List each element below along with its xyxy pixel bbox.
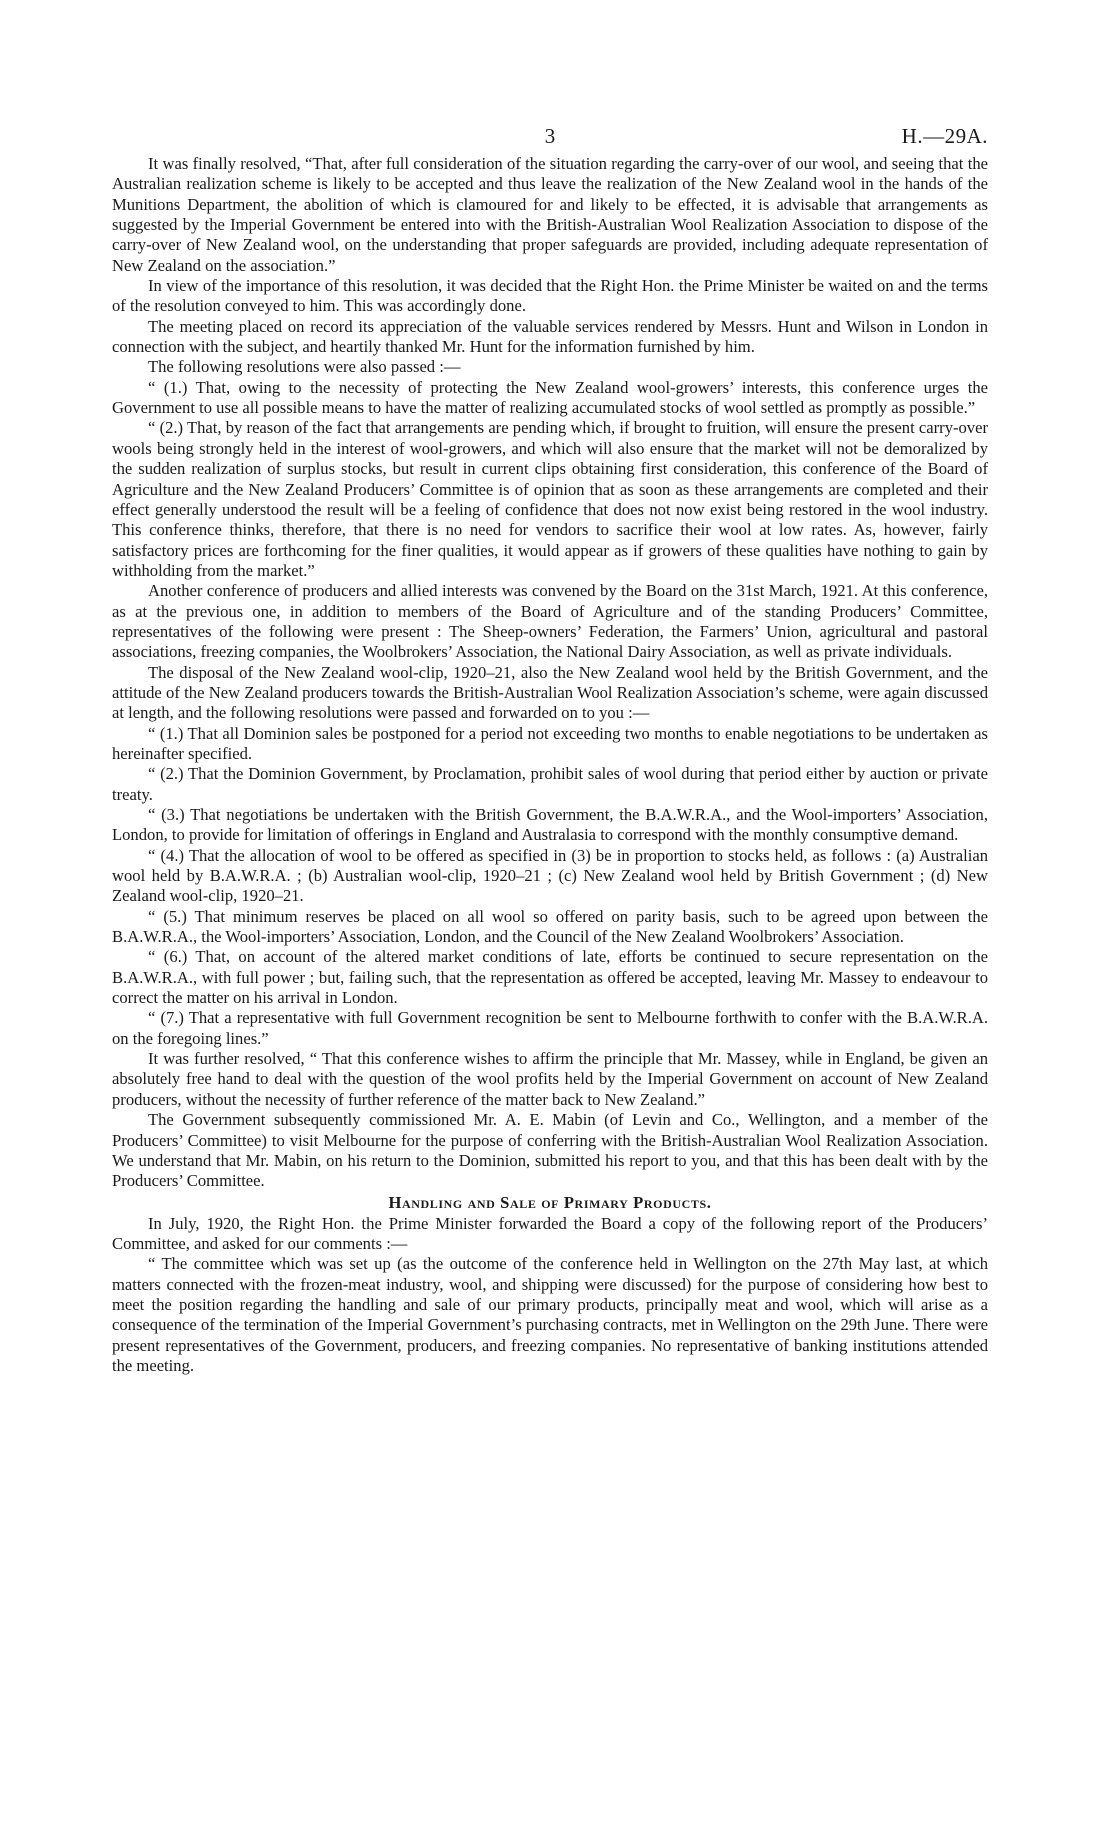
document-reference: H.—29A.	[901, 124, 988, 148]
resolution-paragraph: “ (2.) That the Dominion Government, by Proclamation, prohibit sales of wool during that period either by auction or private treaty.	[112, 764, 988, 804]
paragraph: It was further resolved, “ That this conference wishes to affirm the principle that Mr. Massey, while in England, be given an absolutely free hand to deal with the question of the wool profits held by the Imperial Government on account of New Zealand producers, without the necessity of further reference of the matter back to New Zealand.”	[112, 1049, 988, 1109]
paragraph: It was finally resolved, “That, after full consideration of the situation regarding the carry-over of our wool, and seeing that the Australian realization scheme is likely to be accepted and thus leave the realization of the New Zealand wool in the hands of the Munitions Department, the abolition of which is clamoured for and likely to be effected, it is advisable that arrangements as suggested by the Imperial Government be entered into with the British-Australian Wool Realization Association to dispose of the carry-over of New Zealand wool, on the understanding that proper safeguards are provided, including adequate representation of New Zealand on the association.”	[112, 154, 988, 275]
paragraph: In view of the importance of this resolution, it was decided that the Right Hon. the Prime Minister be waited on and the terms of the resolution conveyed to him. This was accordingly done.	[112, 276, 988, 316]
document-body	[112, 154, 988, 1376]
resolution-paragraph: “ (3.) That negotiations be undertaken with the British Government, the B.A.W.R.A., and the Wool-importers’ Association, London, to provide for limitation of offerings in England and Australasia to correspond with the monthly consumptive demand.	[112, 805, 988, 845]
paragraph: Another conference of producers and allied interests was convened by the Board on the 31st March, 1921. At this conference, as at the previous one, in addition to members of the Board of Agriculture and of the standing Producers’ Committee, representatives of the following were present : The Sheep-owners’ Federation, the Farmers’ Union, agricultural and pastoral associations, freezing companies, the Woolbrokers’ Association, the National Dairy Association, as well as private individuals.	[112, 581, 988, 662]
resolution-paragraph: “ (2.) That, by reason of the fact that arrangements are pending which, if brought to fruition, will ensure the present carry-over wools being strongly held in the interest of wool-growers, and which will also ensure that the market will not be demoralized by the sudden realization of surplus stocks, but result in current clips obtaining first consideration, this conference of the Board of Agriculture and the New Zealand Producers’ Committee is of opinion that as soon as these arrangements are completed and their effect generally understood the result will be a feeling of confidence that does not now exist being restored in the wool industry. This conference thinks, therefore, that there is no need for vendors to sacrifice their wool at low rates. As, however, fairly satisfactory prices are forthcoming for the finer qualities, it would appear as if growers of these qualities have nothing to gain by withholding from the market.”	[112, 418, 988, 580]
resolution-paragraph: “ (6.) That, on account of the altered market conditions of late, efforts be continued to secure representation on the B.A.W.R.A., with full power ; but, failing such, that the representation as offered be accepted, leaving Mr. Massey to endeavour to correct the matter on his arrival in London.	[112, 947, 988, 1008]
paragraph: The meeting placed on record its appreciation of the valuable services rendered by Messrs. Hunt and Wilson in London in connection with the subject, and heartily thanked Mr. Hunt for the information furnished by him.	[112, 316, 988, 357]
document-page	[112, 118, 988, 1376]
resolution-paragraph: “ (5.) That minimum reserves be placed on all wool so offered on parity basis, such to be agreed upon between the B.A.W.R.A., the Wool-importers’ Association, London, and the Council of the New Zealand Woolbrokers’ Association.	[112, 906, 988, 947]
resolution-paragraph: “ (1.) That, owing to the necessity of protecting the New Zealand wool-growers’ interests, this conference urges the Government to use all possible means to have the matter of realizing accumulated stocks of wool settled as promptly as possible.”	[112, 377, 988, 418]
page-header	[112, 118, 988, 154]
quoted-paragraph: “ The committee which was set up (as the outcome of the conference held in Wellington on the 27th May last, at which matters connected with the frozen-meat industry, wool, and shipping were discussed) for the purpose of considering how best to meet the position regarding the handling and sale of our primary products, principally meat and wool, which will arise as a consequence of the termination of the Imperial Government’s purchasing contracts, met in Wellington on the 29th June. There were present representatives of the Government, producers, and freezing companies. No representative of banking institutions attended the meeting.	[112, 1254, 988, 1375]
resolution-paragraph: “ (7.) That a representative with full Government recognition be sent to Melbourne forthwith to confer with the B.A.W.R.A. on the foregoing lines.”	[112, 1008, 988, 1048]
resolution-paragraph: “ (1.) That all Dominion sales be postponed for a period not exceeding two months to enable negotiations to be undertaken as hereinafter specified.	[112, 723, 988, 763]
page-number: 3	[544, 124, 556, 148]
paragraph: The Government subsequently commissioned Mr. A. E. Mabin (of Levin and Co., Wellington, and a member of the Producers’ Committee) to visit Melbourne for the purpose of conferring with the British-Australian Wool Realization Association. We understand that Mr. Mabin, on his return to the Dominion, submitted his report to you, and that this has been dealt with by the Producers’ Committee.	[112, 1110, 988, 1191]
paragraph: The disposal of the New Zealand wool-clip, 1920–21, also the New Zealand wool held by the British Government, and the attitude of the New Zealand producers towards the British-Australian Wool Realization Association’s scheme, were again discussed at length, and the following resolutions were passed and forwarded on to you :—	[112, 662, 988, 723]
paragraph: In July, 1920, the Right Hon. the Prime Minister forwarded the Board a copy of the following report of the Producers’ Committee, and asked for our comments :—	[112, 1213, 988, 1253]
paragraph: The following resolutions were also passed :—	[148, 357, 461, 377]
section-heading: Handling and Sale of Primary Products.	[388, 1192, 712, 1212]
resolution-paragraph: “ (4.) That the allocation of wool to be offered as specified in (3) be in proportion to stocks held, as follows : (a) Australian wool held by B.A.W.R.A. ; (b) Australian wool-clip, 1920–21 ; (c) New Zealand wool held by British Government ; (d) New Zealand wool-clip, 1920–21.	[112, 845, 988, 906]
